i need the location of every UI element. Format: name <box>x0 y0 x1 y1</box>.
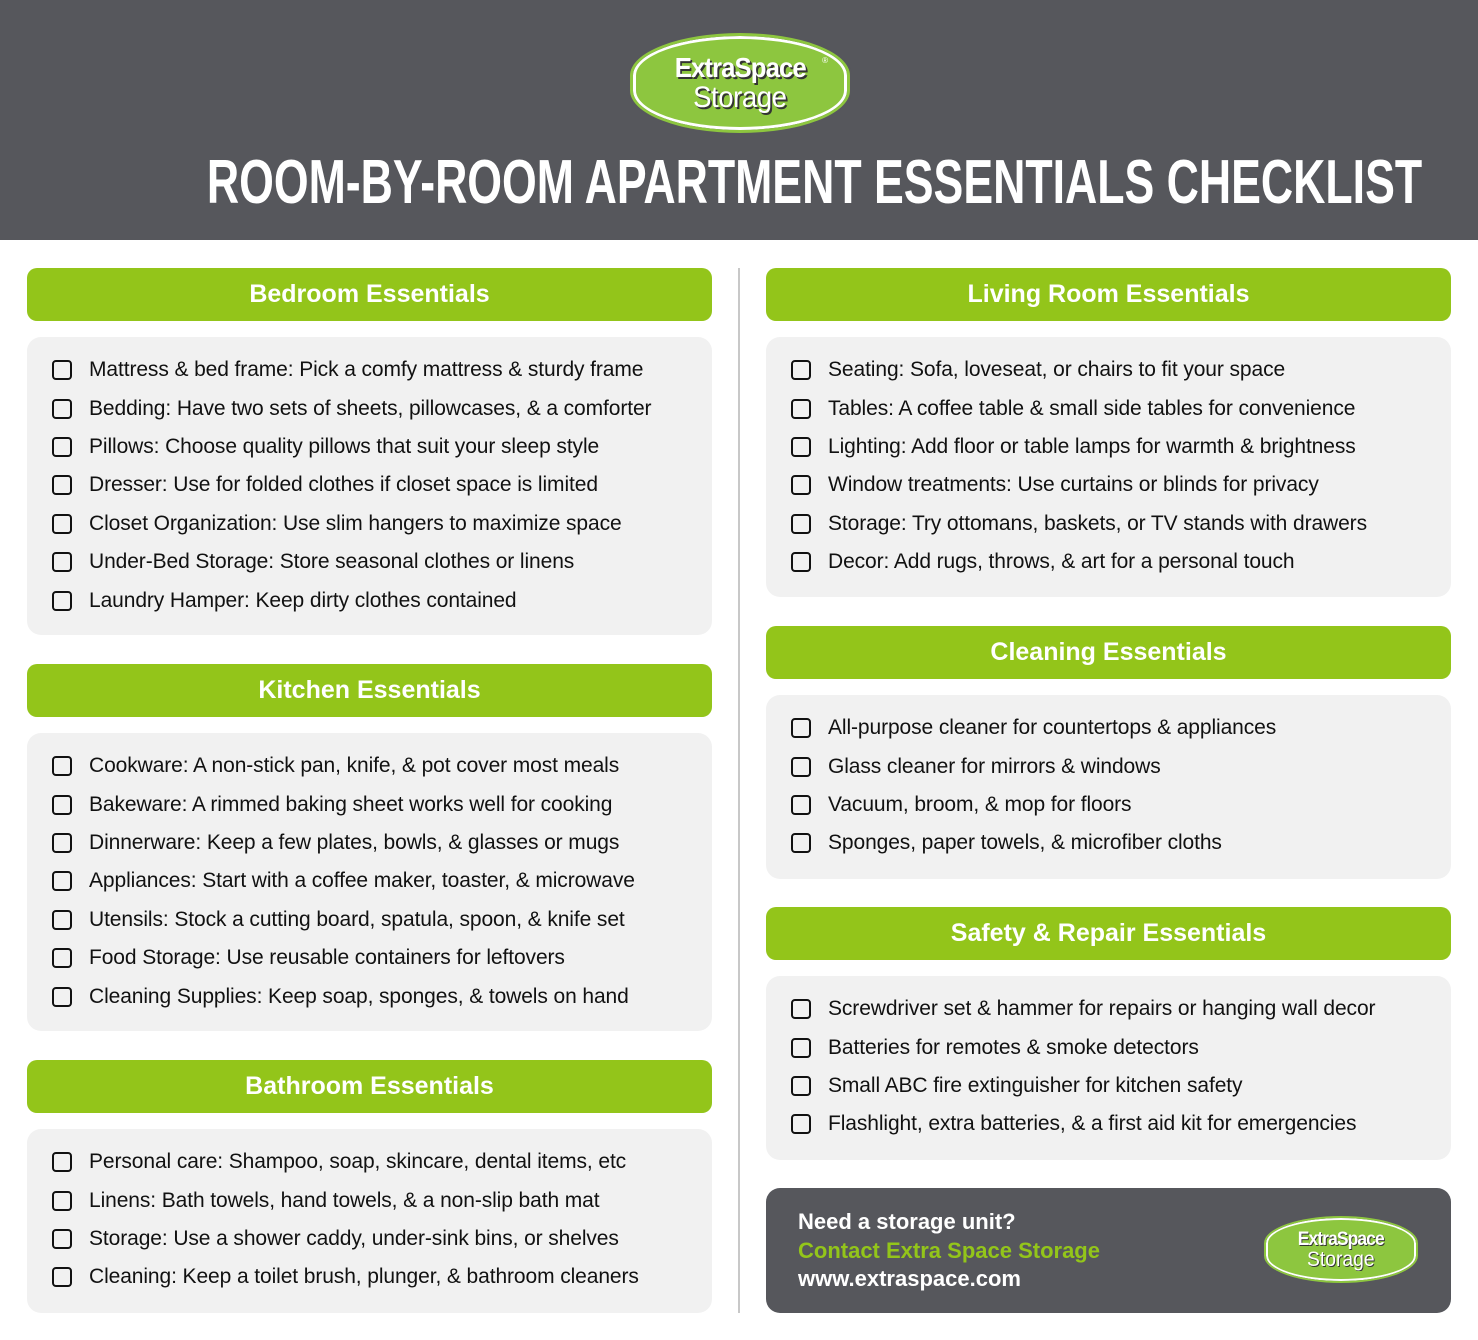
list-item[interactable] <box>766 505 1451 543</box>
item-label: Window treatments: Use curtains or blinds for privacy <box>828 473 1319 497</box>
section-header-cleaning: Cleaning Essentials <box>766 626 1451 679</box>
list-item[interactable] <box>766 389 1451 427</box>
item-label: Decor: Add rugs, throws, & art for a personal touch <box>828 550 1295 574</box>
checkbox-icon[interactable] <box>791 360 811 380</box>
section-header-living-room: Living Room Essentials <box>766 268 1451 321</box>
section-header-kitchen: Kitchen Essentials <box>27 664 712 717</box>
list-item[interactable] <box>27 581 712 619</box>
logo-line2: Storage <box>693 80 787 114</box>
item-label: Small ABC fire extinguisher for kitchen safety <box>828 1073 1243 1097</box>
item-label: Utensils: Stock a cutting board, spatula, spoon, & knife set <box>89 907 625 931</box>
list-item[interactable] <box>27 862 712 900</box>
item-label: Closet Organization: Use slim hangers to maximize space <box>89 511 622 535</box>
checkbox-icon[interactable] <box>52 871 72 891</box>
list-item[interactable] <box>766 1067 1451 1105</box>
checkbox-icon[interactable] <box>52 360 72 380</box>
logo-line1: ExtraSpace <box>674 51 806 83</box>
checkbox-icon[interactable] <box>791 718 811 738</box>
extra-space-storage-logo-small <box>1266 1218 1416 1281</box>
item-label: Tables: A coffee table & small side tables for convenience <box>828 396 1356 420</box>
list-item[interactable] <box>27 901 712 939</box>
column-divider <box>738 268 740 1313</box>
checkbox-icon[interactable] <box>791 475 811 495</box>
checkbox-icon[interactable] <box>52 591 72 611</box>
checkbox-icon[interactable] <box>52 795 72 815</box>
list-item[interactable] <box>766 351 1451 389</box>
item-label: Dresser: Use for folded clothes if closet space is limited <box>89 473 598 497</box>
checkbox-icon[interactable] <box>791 514 811 534</box>
cta-question: Need a storage unit? <box>798 1209 1016 1234</box>
list-item[interactable] <box>27 428 712 466</box>
list-item[interactable] <box>27 939 712 977</box>
checkbox-icon[interactable] <box>52 399 72 419</box>
list-item[interactable] <box>27 466 712 504</box>
item-label: Appliances: Start with a coffee maker, toaster, & microwave <box>89 869 635 893</box>
item-label: Screwdriver set & hammer for repairs or hanging wall decor <box>828 997 1376 1021</box>
header-banner <box>0 0 1478 240</box>
item-label: Glass cleaner for mirrors & windows <box>828 754 1161 778</box>
extra-space-storage-logo <box>633 36 847 130</box>
cta-contact-link[interactable]: Contact Extra Space Storage <box>798 1237 1100 1263</box>
item-label: Mattress & bed frame: Pick a comfy mattress & sturdy frame <box>89 358 644 382</box>
checkbox-icon[interactable] <box>52 552 72 572</box>
checkbox-icon[interactable] <box>791 999 811 1019</box>
item-label: Storage: Use a shower caddy, under-sink bins, or shelves <box>89 1226 619 1250</box>
item-label: Linens: Bath towels, hand towels, & a non-slip bath mat <box>89 1188 600 1212</box>
item-label: Cookware: A non-stick pan, knife, & pot cover most meals <box>89 754 620 778</box>
checklist-cleaning <box>766 695 1451 879</box>
checkbox-icon[interactable] <box>52 1191 72 1211</box>
item-label: Personal care: Shampoo, soap, skincare, dental items, etc <box>89 1150 627 1174</box>
list-item[interactable] <box>27 389 712 427</box>
logo-line2: Storage <box>1307 1247 1375 1271</box>
checkbox-icon[interactable] <box>52 1152 72 1172</box>
item-label: Dinnerware: Keep a few plates, bowls, & glasses or mugs <box>89 830 620 854</box>
checkbox-icon[interactable] <box>791 399 811 419</box>
list-item[interactable] <box>766 747 1451 785</box>
list-item[interactable] <box>27 505 712 543</box>
item-label: Bedding: Have two sets of sheets, pillowcases, & a comforter <box>89 396 652 420</box>
checklist-bathroom <box>27 1129 712 1313</box>
cta-text <box>798 1208 1100 1294</box>
checkbox-icon[interactable] <box>52 910 72 930</box>
list-item[interactable] <box>27 1220 712 1258</box>
list-item[interactable] <box>766 709 1451 747</box>
item-label: Batteries for remotes & smoke detectors <box>828 1035 1199 1059</box>
item-label: Seating: Sofa, loveseat, or chairs to fit your space <box>828 358 1286 382</box>
list-item[interactable] <box>27 1143 712 1181</box>
list-item[interactable] <box>27 543 712 581</box>
checklist-bedroom <box>27 337 712 635</box>
item-label: Sponges, paper towels, & microfiber cloths <box>828 831 1222 855</box>
checkbox-icon[interactable] <box>791 1076 811 1096</box>
checkbox-icon[interactable] <box>52 756 72 776</box>
checklist-safety <box>766 976 1451 1160</box>
list-item[interactable] <box>27 351 712 389</box>
item-label: Under-Bed Storage: Store seasonal clothes or linens <box>89 550 575 574</box>
checklist-kitchen <box>27 733 712 1031</box>
item-label: Flashlight, extra batteries, & a first aid kit for emergencies <box>828 1112 1357 1136</box>
item-label: Bakeware: A rimmed baking sheet works well for cooking <box>89 792 613 816</box>
item-label: Food Storage: Use reusable containers for leftovers <box>89 946 565 970</box>
list-item[interactable] <box>27 1258 712 1296</box>
list-item[interactable] <box>766 428 1451 466</box>
list-item[interactable] <box>766 990 1451 1028</box>
checkbox-icon[interactable] <box>791 1114 811 1134</box>
item-label: Pillows: Choose quality pillows that suit your sleep style <box>89 434 600 458</box>
section-header-bathroom: Bathroom Essentials <box>27 1060 712 1113</box>
checkbox-icon[interactable] <box>52 833 72 853</box>
checkbox-icon[interactable] <box>791 552 811 572</box>
checkbox-icon[interactable] <box>791 795 811 815</box>
logo-line1: ExtraSpace <box>1297 1228 1385 1250</box>
cta-banner <box>766 1188 1451 1313</box>
list-item[interactable] <box>766 543 1451 581</box>
checklist-living-room <box>766 337 1451 597</box>
checkbox-icon[interactable] <box>52 1267 72 1287</box>
item-label: All-purpose cleaner for countertops & appliances <box>828 716 1277 740</box>
item-label: Lighting: Add floor or table lamps for warmth & brightness <box>828 434 1356 458</box>
list-item[interactable] <box>766 1028 1451 1066</box>
checkbox-icon[interactable] <box>52 475 72 495</box>
checkbox-icon[interactable] <box>791 833 811 853</box>
list-item[interactable] <box>27 977 712 1015</box>
list-item[interactable] <box>27 785 712 823</box>
cta-website-link[interactable]: www.extraspace.com <box>798 1266 1021 1291</box>
list-item[interactable] <box>27 1181 712 1219</box>
item-label: Laundry Hamper: Keep dirty clothes contained <box>89 588 517 612</box>
checkbox-icon[interactable] <box>791 757 811 777</box>
checkbox-icon[interactable] <box>52 514 72 534</box>
list-item[interactable] <box>766 466 1451 504</box>
item-label: Vacuum, broom, & mop for floors <box>828 792 1132 816</box>
checkbox-icon[interactable] <box>52 948 72 968</box>
registered-mark-icon: ® <box>822 56 828 65</box>
list-item[interactable] <box>27 824 712 862</box>
item-label: Cleaning Supplies: Keep soap, sponges, & towels on hand <box>89 984 629 1008</box>
checkbox-icon[interactable] <box>52 437 72 457</box>
list-item[interactable] <box>766 1105 1451 1143</box>
section-header-bedroom: Bedroom Essentials <box>27 268 712 321</box>
list-item[interactable] <box>766 824 1451 862</box>
checkbox-icon[interactable] <box>52 987 72 1007</box>
section-header-safety: Safety & Repair Essentials <box>766 907 1451 960</box>
list-item[interactable] <box>766 786 1451 824</box>
item-label: Storage: Try ottomans, baskets, or TV stands with drawers <box>828 511 1367 535</box>
checkbox-icon[interactable] <box>791 1038 811 1058</box>
item-label: Cleaning: Keep a toilet brush, plunger, & bathroom cleaners <box>89 1265 639 1289</box>
list-item[interactable] <box>27 747 712 785</box>
page-title: ROOM-BY-ROOM APARTMENT ESSENTIALS CHECKLIST <box>206 148 1423 217</box>
checkbox-icon[interactable] <box>52 1229 72 1249</box>
checkbox-icon[interactable] <box>791 437 811 457</box>
